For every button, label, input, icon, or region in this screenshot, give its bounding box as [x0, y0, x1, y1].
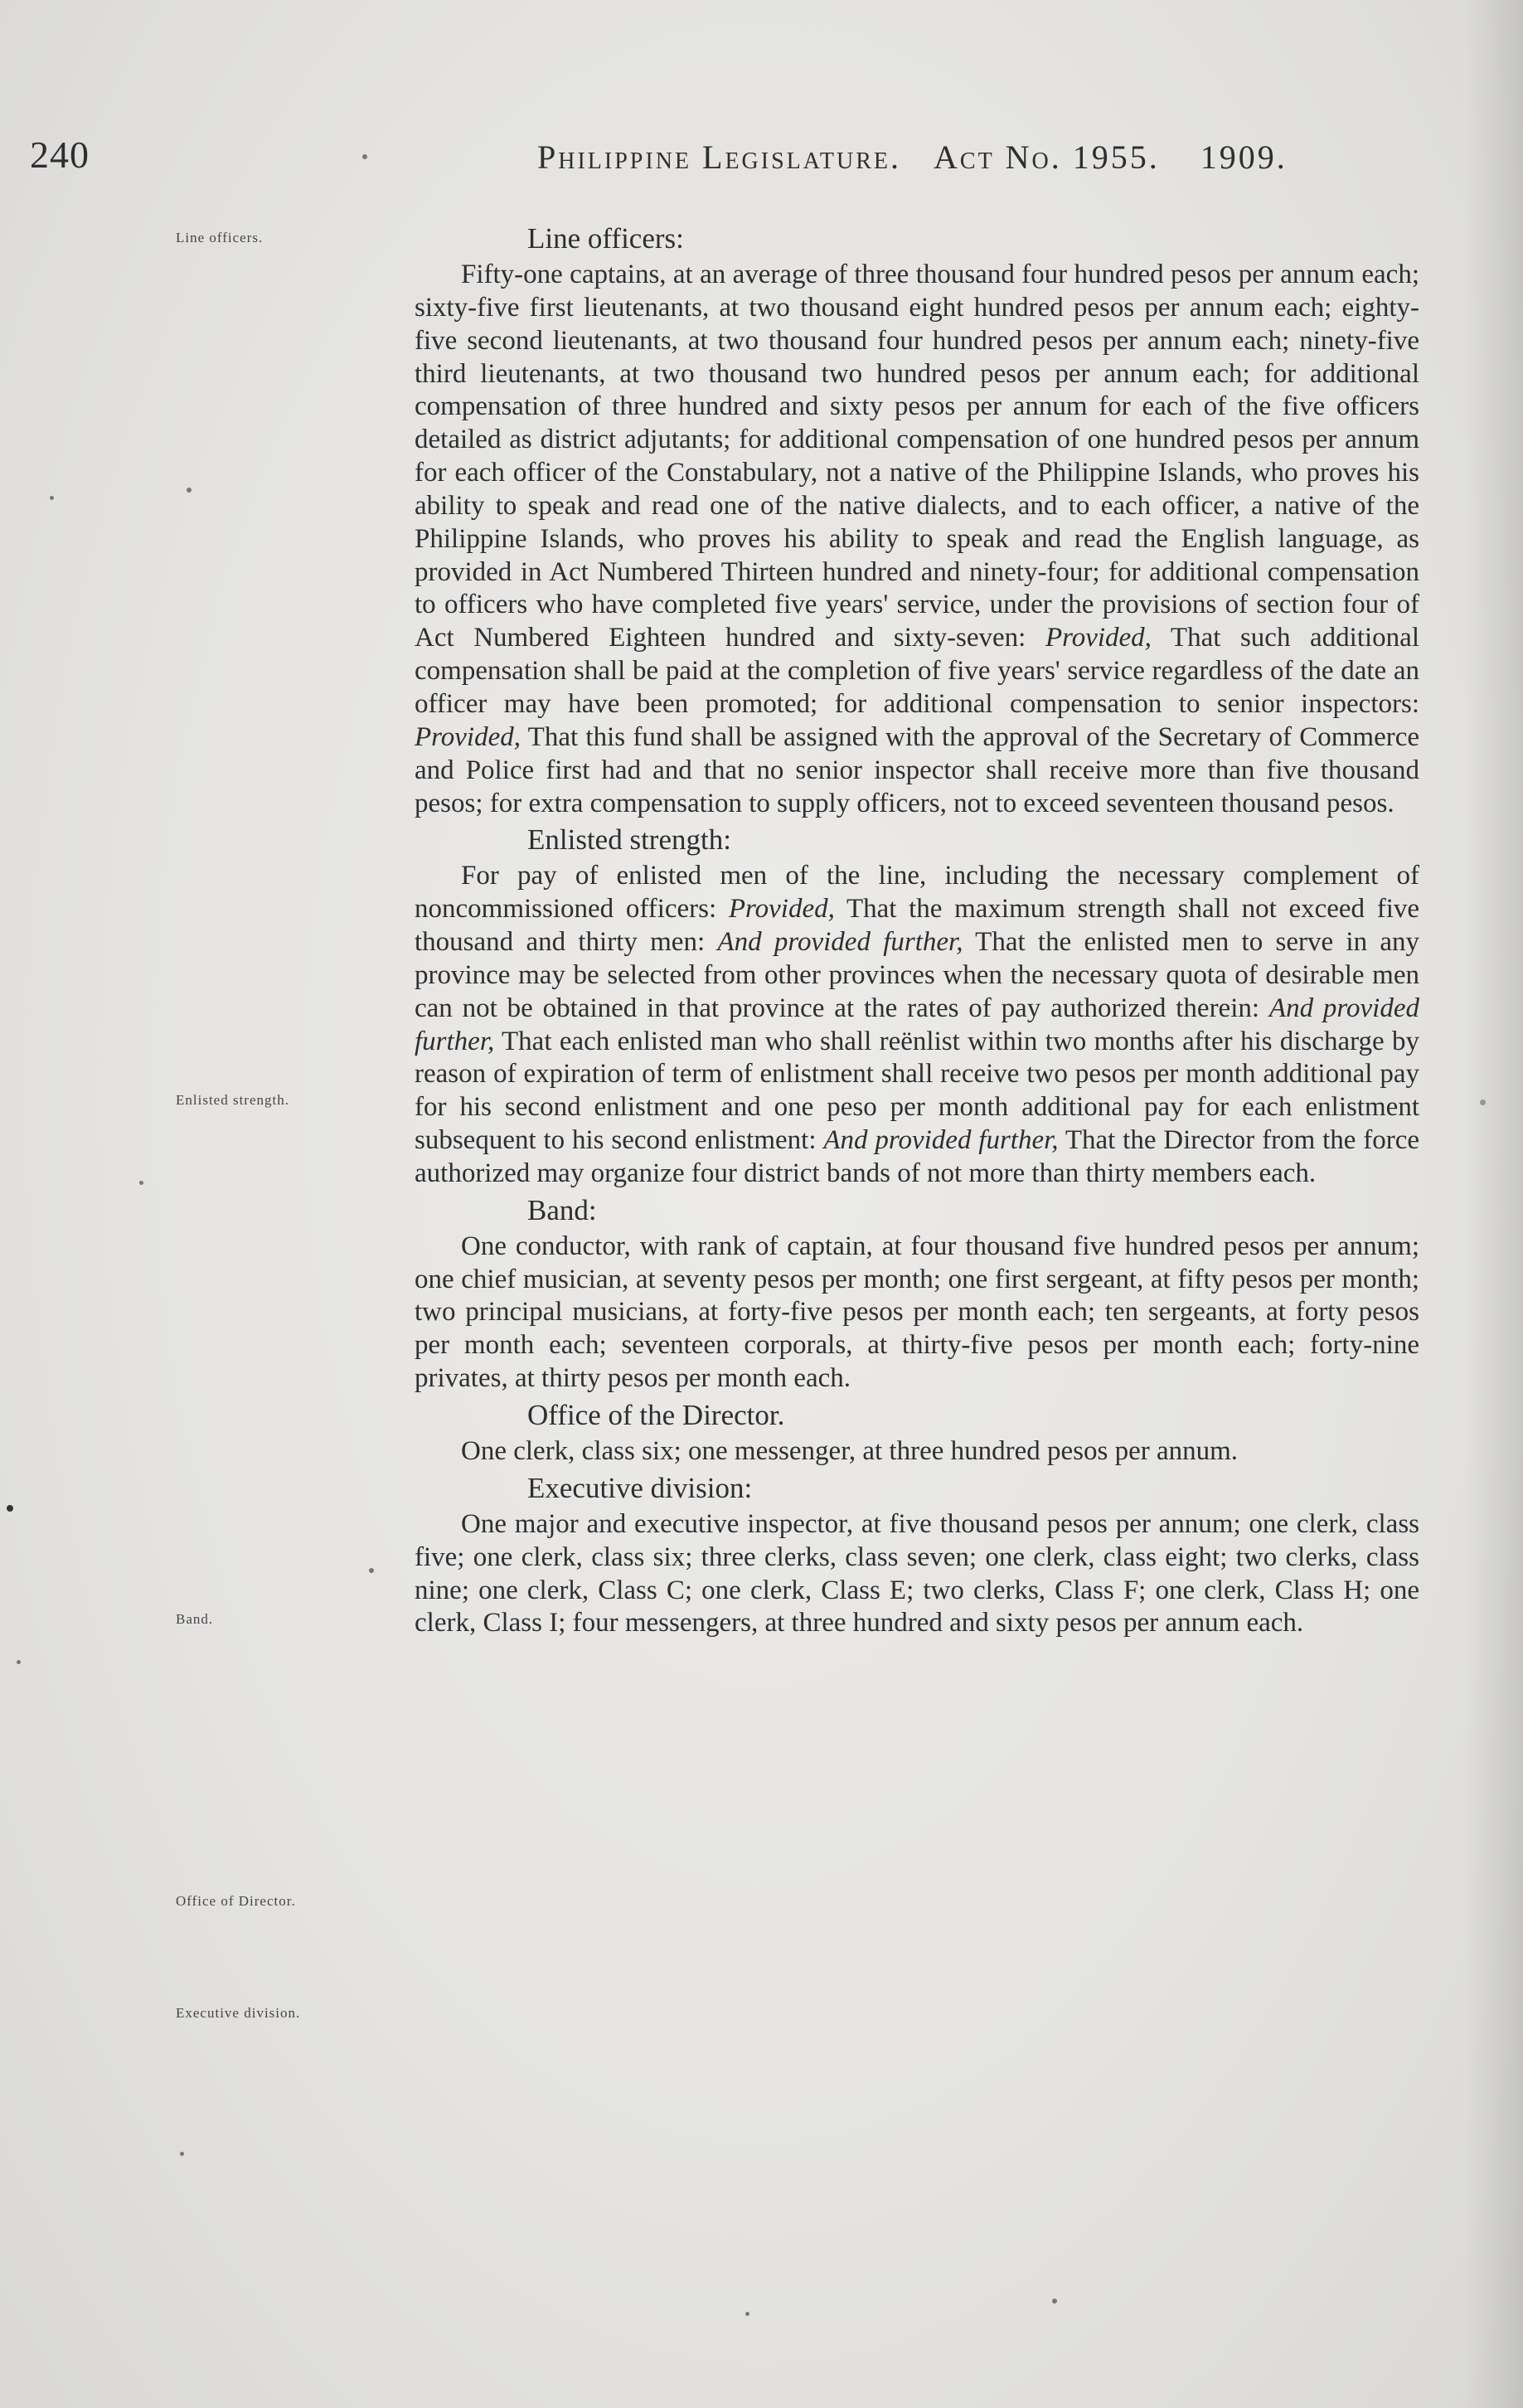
scan-speck [745, 2312, 749, 2316]
section-title: Band: [527, 1193, 597, 1226]
scan-speck [369, 1568, 374, 1573]
section-paragraph: One clerk, class six; one messenger, at three hundred pesos per annum. [461, 1436, 1239, 1466]
scan-speck [50, 496, 54, 500]
scan-speck [1052, 2299, 1057, 2304]
margin-note-line-officers: Line officers. [176, 230, 264, 245]
scan-speck [139, 1181, 143, 1185]
page-number: 240 [30, 134, 90, 176]
section-title: Line officers: [527, 222, 684, 255]
section-paragraph: One conductor, with rank of captain, at four thousand five hundred pesos per annum; one chief musician, at seventy pesos per month; one first sergeant, at fifty pesos per month; two principal musicians, at forty-five pesos per month each; ten sergeants, at forty pesos per month each; seventeen corporals, at thirty-five pesos per month each; forty-nine privates, at thirty pesos per month each. [415, 1231, 1419, 1394]
scan-speck [187, 488, 192, 493]
margin-note-office-of-director: Office of Director. [176, 1893, 296, 1909]
section-paragraph: For pay of enlisted men of the line, including the necessary complement of noncommissioned officers: Provided, That the maximum strength shall not exceed five thousand and thirty men: And provided further, That the enlisted men to serve in any province may be selected from other provinces when the necessary quota of desirable men can not be obtained in that province at the rates of pay authorized therein: And provided further, That each enlisted man who shall reënlist within two months after his discharge by reason of expiration of term of enlistment shall receive two pesos per month additional pay for his second enlistment and one peso per month additional pay for each enlistment subsequent to his second enlistment: And provided further, That the Director from the force authorized may organize four district bands of not more than thirty members each. [415, 861, 1420, 1188]
margin-note-band: Band. [176, 1611, 214, 1627]
section-title: Enlisted strength: [527, 823, 731, 857]
scan-speck [17, 1660, 21, 1664]
year: 1909. [1200, 138, 1288, 176]
section-paragraph: Fifty-one captains, at an average of three thousand four hundred pesos per annum each; sixty-five first lieutenants, at two thousand eight hundred pesos per annum each; eighty-five second lieutenants, at two thousand four hundred pesos per annum each; ninety-five third lieutenants, at two thousand two hundred pesos per annum each; for additional compensation of three hundred and sixty pesos per annum for each of the five officers detailed as district adjutants; for additional compensation of one hundred pesos per annum for each officer of the Constabulary, not a native of the Philippine Islands, who proves his ability to speak and read one of the native dialects, and to each officer, a native of the Philippine Islands, who proves his ability to speak and read the English language, as provided in Act Numbered Thirteen hundred and ninety-four; for additional compensation to officers who have completed five years' service, under the provisions of section four of Act Numbered Eighteen hundred and sixty-seven: Provided, That such additional compensation shall be paid at the completion of five years' service regardless of the date an officer may have been promoted; for additional compensation to senior inspectors: Provided, That this fund shall be assigned with the approval of the Secretary of Commerce and Police first had and that no senior inspector shall receive more than five thousand pesos; for extra compensation to supply officers, not to exceed seventeen thousand pesos. [415, 260, 1420, 818]
running-head [537, 138, 1288, 177]
scan-speck [180, 2152, 184, 2156]
page-header [30, 133, 1323, 182]
section-band [415, 1191, 1419, 1396]
section-title: Office of the Director. [527, 1399, 785, 1431]
act-label: Act No. 1955. [934, 138, 1160, 176]
section-enlisted-strength [415, 820, 1419, 1190]
section-title: Executive division: [527, 1471, 753, 1504]
margin-note-executive-division: Executive division. [176, 2005, 301, 2021]
scan-speck [362, 154, 367, 159]
document-body [415, 219, 1419, 1640]
section-executive-division [415, 1469, 1419, 1640]
running-title: Philippine Legislature. [537, 138, 901, 176]
section-paragraph: One major and executive inspector, at five thousand pesos per annum; one clerk, class five; one clerk, class six; three clerks, class seven; one clerk, class eight; two clerks, class nine; one clerk, Class C; one clerk, Class E; two clerks, Class F; one clerk, Class H; one clerk, Class I; four messengers, at three hundred and sixty pesos per annum each. [415, 1508, 1419, 1639]
section-line-officers [415, 219, 1419, 820]
section-office-of-director [415, 1396, 1419, 1469]
scan-speck [7, 1505, 13, 1512]
margin-note-enlisted-strength: Enlisted strength. [176, 1092, 289, 1108]
scan-speck [1480, 1100, 1486, 1105]
